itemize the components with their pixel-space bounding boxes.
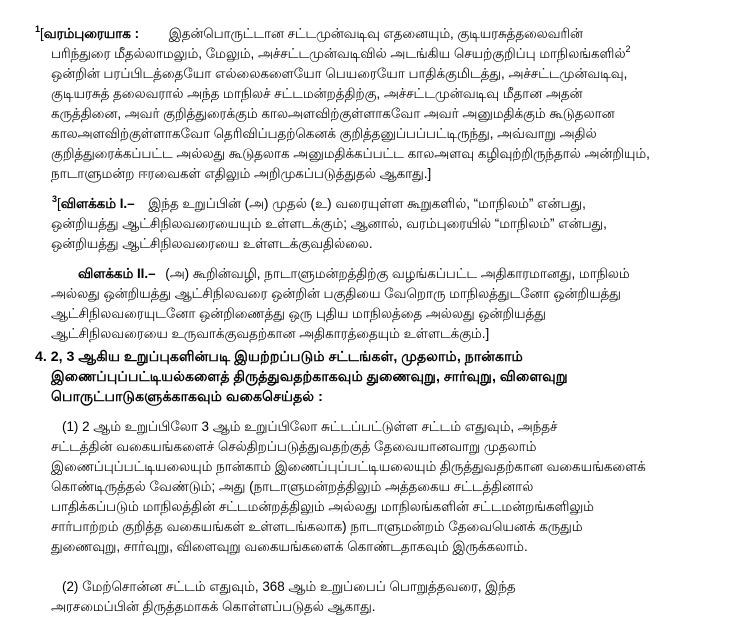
proviso-line-1: $^1$[வரம்புரையாக : இதன்பொருட்டான சட்டமுன்வடிவு எதனையும், குடியரசுத்தலைவரின்: [35, 24, 583, 41]
proviso-line-5: கருத்தினை, அவர் குறித்துரைக்கும் காலஅளவிற்குள்ளாகவோ அவர் அனுமதிக்கும் கூடுதலான: [51, 106, 615, 121]
clause-1-line-6: சார்பாற்றம் குறித்த வகையங்கள் உள்ளடங்கலாக) நாடாளுமன்றம் தேவையெனக் கருதும்: [51, 519, 583, 534]
proviso-line-3: ஒன்றின் பரப்பிடத்தையோ எல்லைகளையோ பெயரையோ பாதிக்குமிடத்து, அச்சட்டமுன்வடிவு,: [51, 66, 628, 81]
explanation-2-line-4: ஆட்சிநிலவரையை உருவாக்குவதற்கான அதிகாரத்தையும் உள்ளடக்கும்.]: [51, 326, 490, 341]
explanation-1-line-3: ஒன்றியத்து ஆட்சிநிலவரையை உள்ளடக்குவதில்லை.: [51, 236, 373, 251]
explanation-2-heading: விளக்கம் II.–: [78, 266, 156, 281]
footnote-marker: 1: [35, 24, 41, 34]
explanation-2-line-3: ஆட்சிநிலவரையுடனோ ஒன்றிணைத்து ஒரு புதிய மாநிலத்தை அல்லது ஒன்றியத்து: [51, 306, 546, 321]
explanation-1-line-1: $^3$[விளக்கம் I.– இந்த உறுப்பின் (அ) முதல் (உ) வரையுள்ள கூறுகளில், “மாநிலம்” என்பது,: [52, 194, 586, 211]
section-4-heading-line-1: 4. 2, 3 ஆகிய உறுப்புகளின்படி இயற்றப்படும் சட்டங்கள், முதலாம், நான்காம்: [35, 349, 523, 365]
proviso-line-8: நாடாளுமன்ற ஈரவைகள் எதிலும் அறிமுகப்படுத்துதல் ஆகாது.]: [51, 166, 432, 181]
clause-1-line-7: துணைவுறு, சார்வுறு, விளைவுறு வகையங்களைக் கொண்டதாகவும் இருக்கலாம்.: [51, 539, 528, 554]
explanation-2-line-1: விளக்கம் II.– (அ) கூறின்வழி, நாடாளுமன்றத்திற்கு வழங்கப்பட்ட அதிகாரமானது, மாநிலம்: [78, 266, 630, 281]
footnote-marker: 3: [52, 194, 58, 204]
proviso-line-2: பரிந்துரை மீதல்லாமலும், மேலும், அச்சட்டமுன்வடிவில் அடங்கிய செயற்குறிப்பு மாநிலங்களில்$^2$: [51, 44, 631, 61]
clause-2-line-2: அரசமைப்பின் திருத்தமாகக் கொள்ளப்படுதல் ஆகாது.: [51, 599, 376, 614]
clause-2-line-1: (2) மேற்சொன்ன சட்டம் எதுவும், 368 ஆம் உறுப்பைப் பொறுத்தவரை, இந்த: [62, 579, 516, 594]
clause-1-line-1: (1) 2 ஆம் உறுப்பிலோ 3 ஆம் உறுப்பிலோ சுட்டப்பட்டுள்ள சட்டம் எதுவும், அந்தச்: [62, 419, 558, 434]
clause-1-line-5: பாதிக்கப்படும் மாநிலத்தின் சட்டமன்றத்திலும் அல்லது மாநிலங்களின் சட்டமன்றங்களிலும்: [51, 499, 594, 514]
explanation-2-line-2: அல்லது ஒன்றியத்து ஆட்சிநிலவரை ஒன்றின் பகுதியை வேறொரு மாநிலத்துடனோ ஒன்றியத்து: [51, 286, 621, 301]
explanation-1-heading: விளக்கம் I.–: [60, 196, 135, 211]
proviso-line-7: குறித்துரைக்கப்பட்ட அல்லது கூடுதலாக அனுமதிக்கப்பட்ட காலஅளவு கழிவுற்றிருந்தால் அன்றியும்,: [51, 146, 650, 161]
explanation-1-line-2: ஒன்றியத்து ஆட்சிநிலவரையையும் உள்ளடக்கும்; ஆனால், வரம்புரையில் “மாநிலம்” என்பது,: [51, 216, 607, 231]
section-4-heading-line-3: பொருட்பாடுகளுக்காகவும் வகைசெய்தல் :: [51, 389, 323, 405]
proviso-heading: வரம்புரையாக :: [43, 26, 140, 41]
clause-1-line-2: சட்டத்தின் வகையங்களைச் செல்திறப்படுத்துவதற்குத் தேவையானவாறு முதலாம்: [51, 439, 537, 454]
footnote-marker: 2: [625, 44, 631, 54]
proviso-line-4: குடியரசுத் தலைவரால் அந்த மாநிலச் சட்டமன்றத்திற்கு, அச்சட்டமுன்வடிவு மீதான அதன்: [51, 86, 583, 101]
clause-1-line-4: கொண்டிருத்தல் வேண்டும்; அது (நாடாளுமன்றத்திலும் அத்தகைய சட்டத்தினால்: [51, 479, 534, 494]
proviso-line-6: காலஅளவிற்குள்ளாகவோ தெரிவிப்பதற்கெனக் குறித்தனுப்பப்பட்டிருந்து, அவ்வாறு அதில்: [51, 126, 597, 141]
section-4-heading-line-2: இணைப்புப்பட்டியல்களைத் திருத்துவதற்காகவும் துணைவுறு, சார்வுறு, விளைவுறு: [51, 369, 568, 385]
clause-1-line-3: இணைப்புப்பட்டியலையும் நான்காம் இணைப்புப்பட்டியலையும் திருத்துவதற்கான வகையங்களைக்: [51, 459, 646, 474]
